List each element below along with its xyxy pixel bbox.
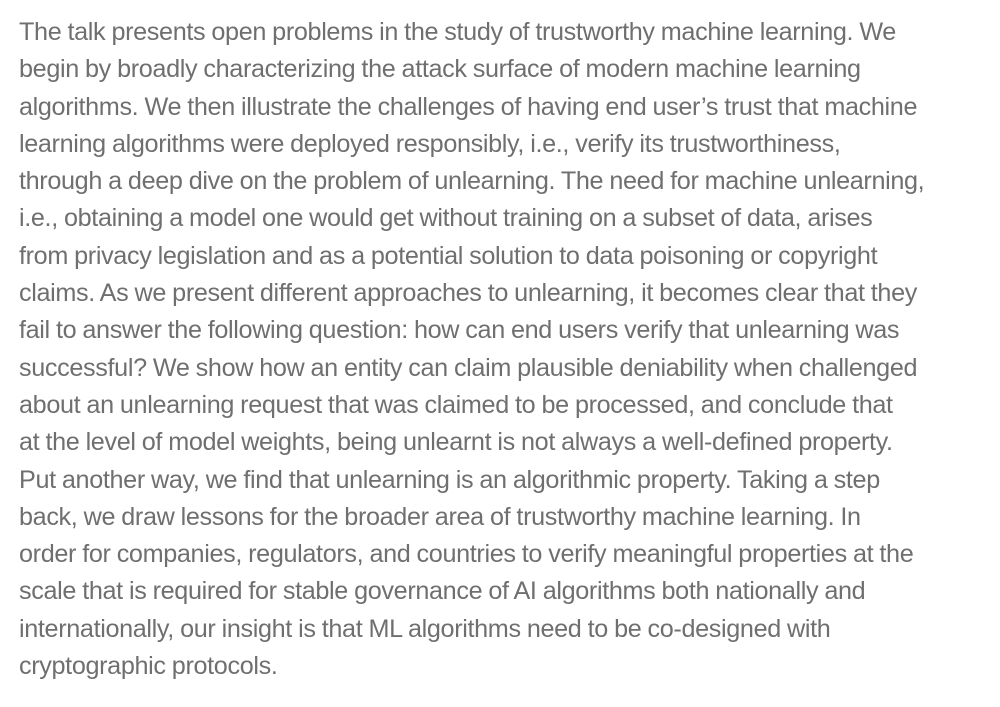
abstract-line: through a deep dive on the problem of unlearning. The need for machine unlearning, bbox=[19, 167, 925, 196]
abstract-line: i.e., obtaining a model one would get without training on a subset of data, arises bbox=[19, 204, 873, 233]
abstract-line: scale that is required for stable governance of AI algorithms both nationally and bbox=[19, 577, 866, 606]
abstract-line: Put another way, we find that unlearning is an algorithmic property. Taking a step bbox=[19, 465, 880, 494]
abstract-paragraph bbox=[19, 14, 991, 685]
abstract-line: The talk presents open problems in the study of trustworthy machine learning. We bbox=[19, 18, 896, 46]
abstract-line: claims. As we present different approaches to unlearning, it becomes clear that they bbox=[19, 279, 917, 308]
abstract-line: successful? We show how an entity can claim plausible deniability when challenged bbox=[19, 353, 918, 382]
abstract-line: cryptographic protocols. bbox=[19, 652, 278, 681]
abstract-line: about an unlearning request that was claimed to be processed, and conclude that bbox=[19, 390, 893, 419]
abstract-line: at the level of model weights, being unlearnt is not always a well-defined property. bbox=[19, 428, 893, 457]
abstract-line: from privacy legislation and as a potential solution to data poisoning or copyright bbox=[19, 241, 878, 270]
abstract-line: fail to answer the following question: how can end users verify that unlearning was bbox=[19, 316, 900, 345]
abstract-line: learning algorithms were deployed responsibly, i.e., verify its trustworthiness, bbox=[19, 129, 841, 158]
abstract-line: order for companies, regulators, and countries to verify meaningful properties at the bbox=[19, 540, 914, 569]
abstract-line: internationally, our insight is that ML algorithms need to be co-designed with bbox=[19, 614, 831, 643]
abstract-line: begin by broadly characterizing the attack surface of modern machine learning bbox=[19, 55, 861, 84]
abstract-line: back, we draw lessons for the broader area of trustworthy machine learning. In bbox=[19, 502, 861, 531]
abstract-line: algorithms. We then illustrate the challenges of having end user’s trust that machine bbox=[19, 92, 918, 121]
